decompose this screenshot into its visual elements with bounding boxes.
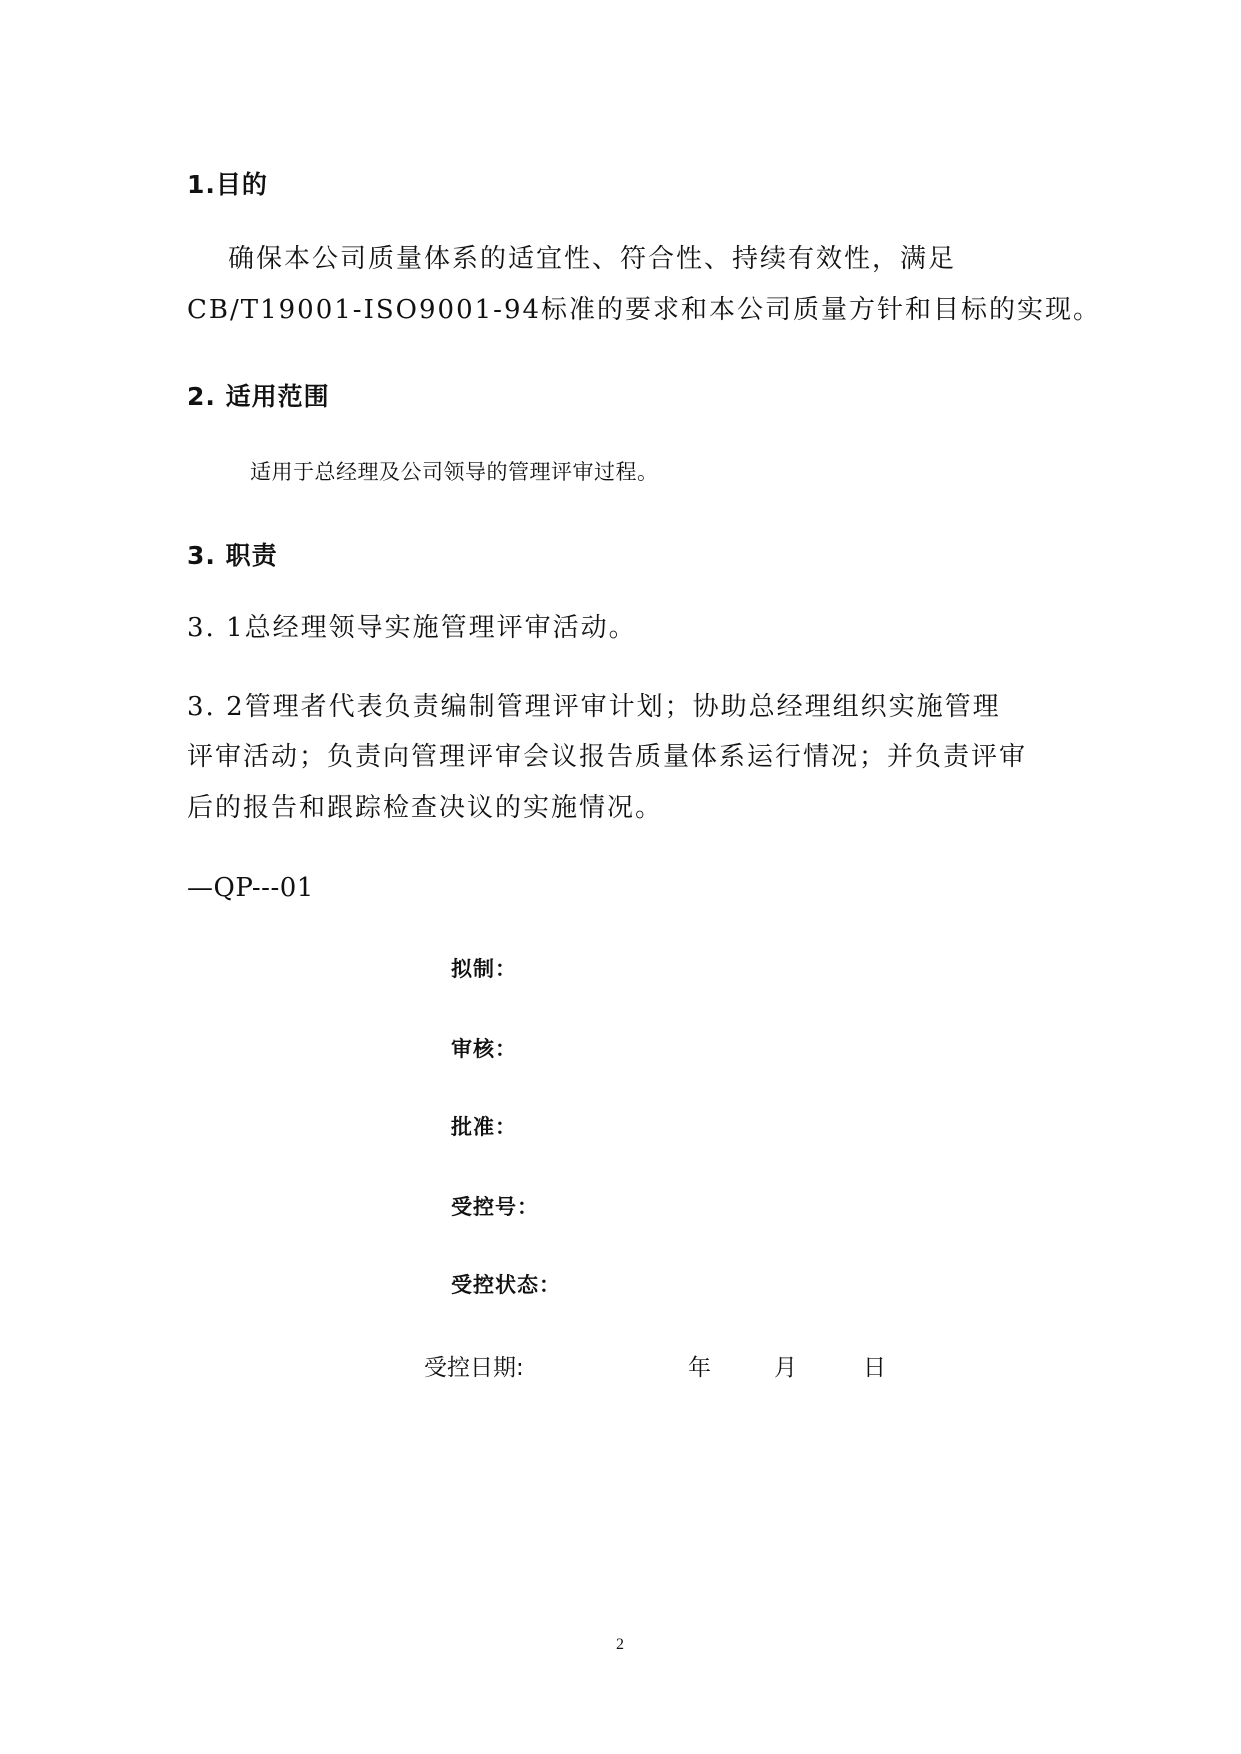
- purpose-text-line2: CB/T19001-ISO9001-94标准的要求和本公司质量方针和目标的实现。: [187, 295, 1102, 325]
- section-heading-purpose: 1.目的: [187, 170, 268, 199]
- control-status-label: 受控状态：: [451, 1273, 561, 1297]
- purpose-text-line1: 确保本公司质量体系的适宜性、符合性、持续有效性，满足: [228, 244, 957, 274]
- responsibility-item-2-line2: 评审活动；负责向管理评审会议报告质量体系运行情况；并负责评审: [187, 742, 1028, 772]
- scope-text: 适用于总经理及公司领导的管理评审过程。: [250, 460, 659, 484]
- responsibility-item-1: 3. 1总经理领导实施管理评审活动。: [187, 613, 637, 643]
- section-heading-scope: 2. 适用范围: [187, 382, 330, 411]
- responsibility-item-2-line1: 3. 2管理者代表负责编制管理评审计划；协助总经理组织实施管理: [187, 692, 1001, 722]
- date-day-label: 日: [863, 1355, 886, 1381]
- date-year-label: 年: [688, 1355, 711, 1381]
- date-month-label: 月: [774, 1355, 797, 1381]
- responsibility-item-2-line3: 后的报告和跟踪检查决议的实施情况。: [187, 793, 664, 823]
- document-code: —QP---01: [187, 873, 314, 903]
- control-number-label: 受控号：: [451, 1195, 539, 1219]
- section-heading-responsibility: 3. 职责: [187, 541, 278, 570]
- control-date-label: 受控日期:: [424, 1355, 524, 1381]
- reviewed-by-label: 审核：: [451, 1037, 517, 1061]
- control-date-row: [424, 1349, 904, 1381]
- approved-by-label: 批准：: [451, 1115, 517, 1139]
- page-number: 2: [616, 1636, 624, 1653]
- drafted-by-label: 拟制：: [451, 957, 517, 981]
